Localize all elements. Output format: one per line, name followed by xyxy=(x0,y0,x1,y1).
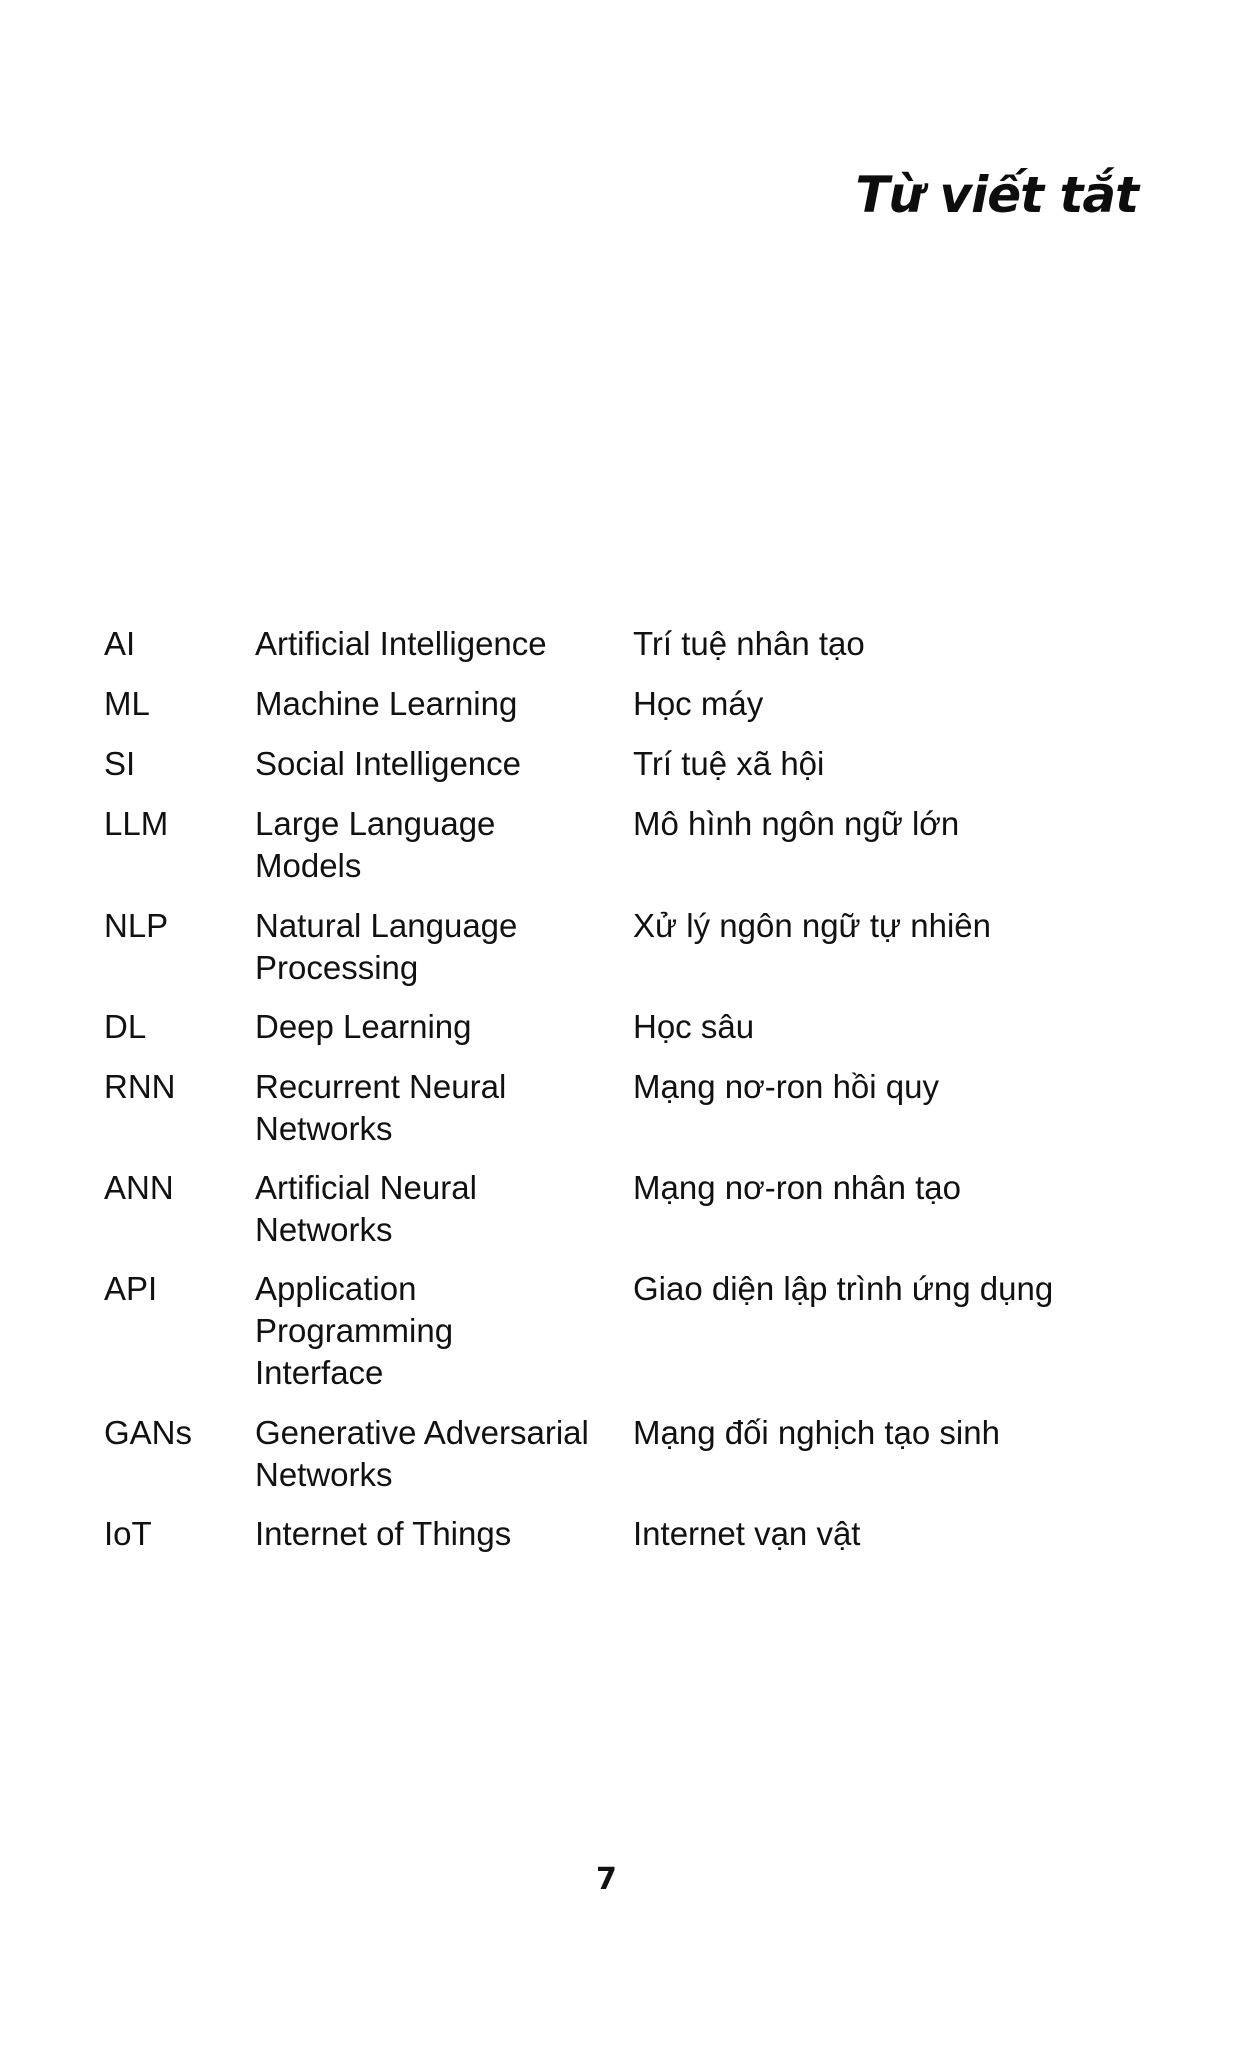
vietnamese-term: Trí tuệ nhân tạo xyxy=(633,625,865,662)
english-term: Artificial Neural Networks xyxy=(255,1169,477,1248)
vietnamese-term: Trí tuệ xã hội xyxy=(633,745,825,782)
abbreviation: API xyxy=(104,1270,158,1307)
vietnamese-term: Học sâu xyxy=(633,1008,755,1045)
vietnamese-term: Internet vạn vật xyxy=(633,1515,861,1552)
abbreviation: RNN xyxy=(104,1068,176,1105)
abbreviation: IoT xyxy=(104,1515,152,1552)
english-term: Large Language Models xyxy=(255,805,496,884)
abbreviation: SI xyxy=(104,745,136,782)
vietnamese-term: Mạng nơ-ron nhân tạo xyxy=(633,1169,962,1206)
abbreviation: LLM xyxy=(104,805,169,842)
vietnamese-term: Xử lý ngôn ngữ tự nhiên xyxy=(633,907,991,944)
abbreviation: NLP xyxy=(104,907,169,944)
english-term: Internet of Things xyxy=(255,1515,512,1552)
abbreviation: ANN xyxy=(104,1169,174,1206)
english-term: Generative Adversarial Networks xyxy=(255,1414,589,1493)
page-title: Từ viết tắt xyxy=(855,166,1138,224)
english-term: Deep Learning xyxy=(255,1008,472,1045)
english-term: Machine Learning xyxy=(255,685,518,722)
english-term: Social Intelligence xyxy=(255,745,521,782)
page-number: 7 xyxy=(596,1862,617,1897)
vietnamese-term: Mạng nơ-ron hồi quy xyxy=(633,1068,939,1105)
vietnamese-term: Học máy xyxy=(633,685,764,722)
english-term: Artificial Intelligence xyxy=(255,625,547,662)
vietnamese-term: Giao diện lập trình ứng dụng xyxy=(633,1270,1054,1307)
vietnamese-term: Mạng đối nghịch tạo sinh xyxy=(633,1414,1000,1451)
abbreviation: GANs xyxy=(104,1414,193,1451)
abbreviation: DL xyxy=(104,1008,147,1045)
vietnamese-term: Mô hình ngôn ngữ lớn xyxy=(633,805,960,842)
english-term: Natural Language Processing xyxy=(255,907,518,986)
english-term: Recurrent Neural Networks xyxy=(255,1068,507,1147)
english-term: Application Programming Interface xyxy=(255,1270,454,1391)
abbreviation: AI xyxy=(104,625,136,662)
abbreviation: ML xyxy=(104,685,150,722)
